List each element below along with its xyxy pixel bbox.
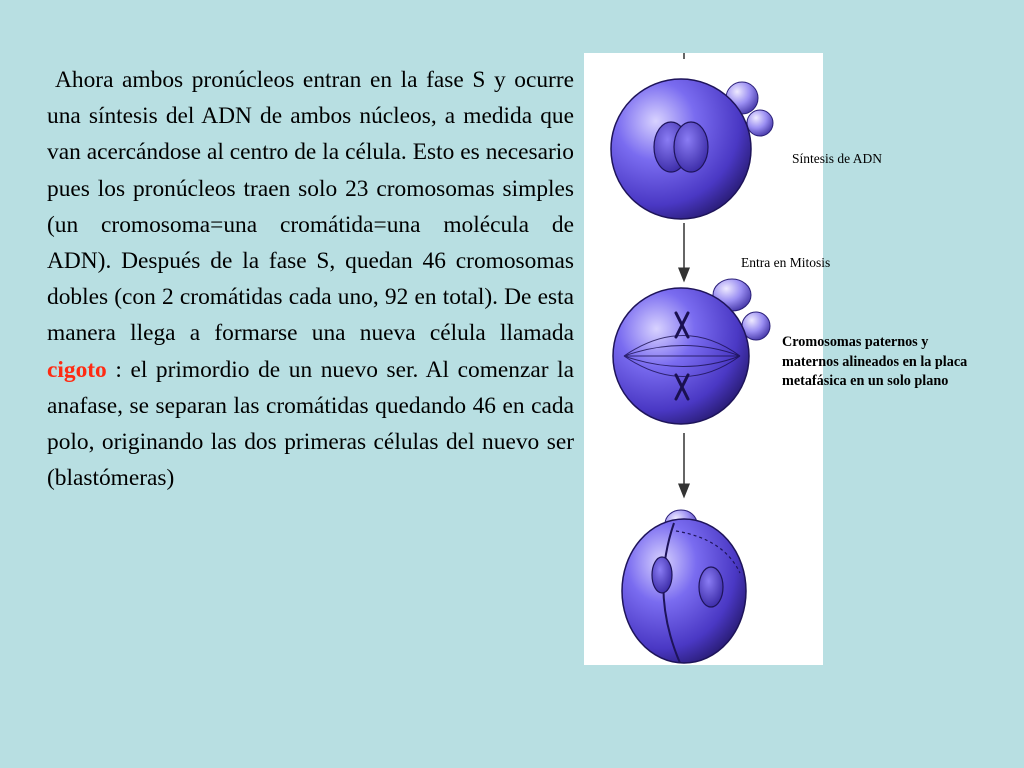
label-sintesis-adn: Síntesis de ADN (792, 151, 883, 166)
label-cromosomas: Cromosomas paternos y maternos alineados en la placa metafásica en un solo plano (782, 334, 968, 389)
cell-body (622, 519, 746, 663)
blastomere-nucleus (699, 567, 723, 607)
label-entra-mitosis: Entra en Mitosis (741, 255, 831, 270)
pronucleus (674, 122, 708, 172)
cell-stage-2 (613, 279, 770, 424)
main-paragraph (47, 62, 574, 496)
polar-body (747, 110, 773, 136)
cell-stage-1 (611, 79, 773, 219)
paragraph-text-before: Ahora ambos pronúcleos entran en la fase S y ocurre una síntesis del ADN de ambos núcleos, a medida que van acercándose al centro de la célula. Esto es necesario pues los pronúcleos traen solo 23 cromosomas simples (un cromosoma=una cromátida=una molécula de ADN). Después de la fase S, quedan 46 cromosomas dobles (con 2 cromátidas cada uno, 92 en total). De esta manera llega a formarse una nueva célula llamada (47, 67, 574, 347)
cigoto-highlight: cigoto (47, 356, 107, 383)
paragraph-text-after: : el primordio de un nuevo ser. Al comenzar la anafase, se separan las cromátidas quedando 46 en cada polo, originando las dos primeras células del nuevo ser (blastómeras) (47, 356, 574, 492)
blastomere-nucleus (652, 557, 672, 593)
cell-stage-3 (622, 510, 746, 663)
